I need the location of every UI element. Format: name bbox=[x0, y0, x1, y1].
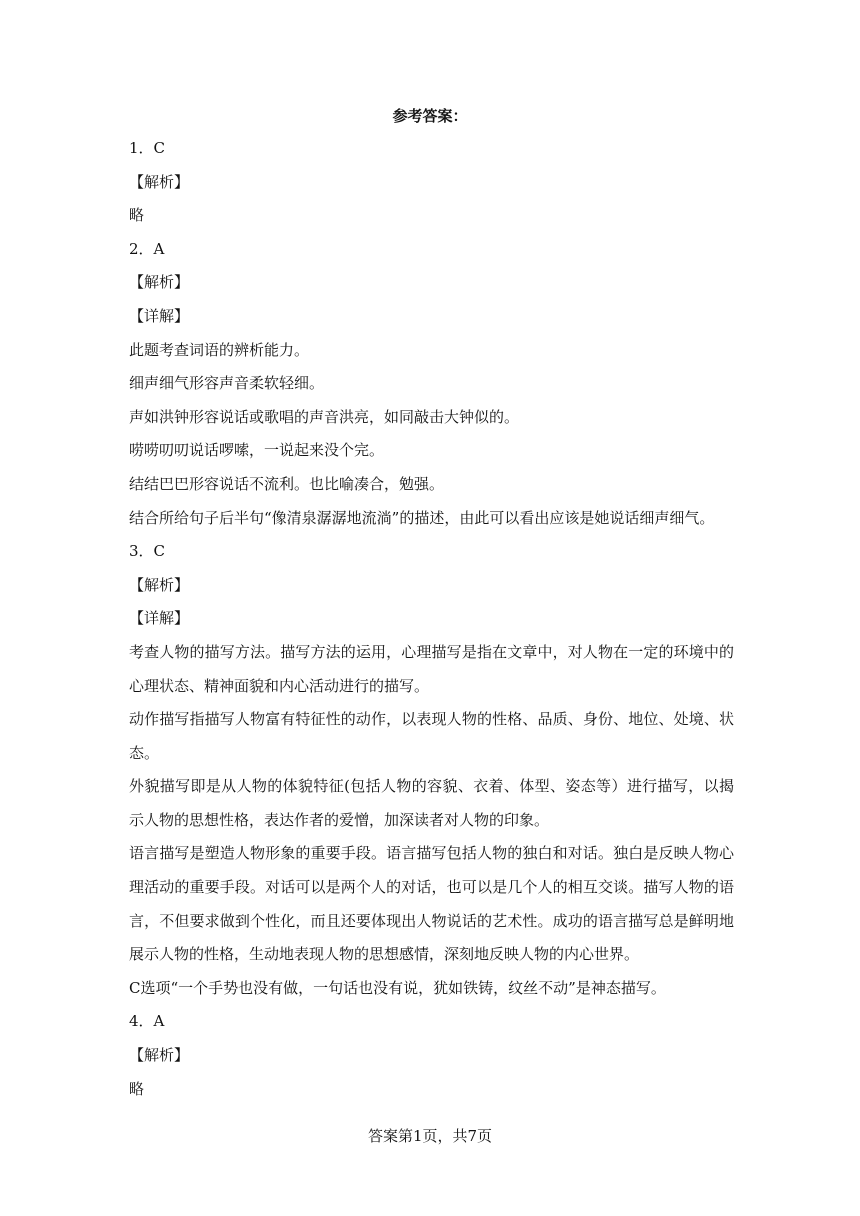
answer-4-brief: 略 bbox=[129, 1079, 145, 1098]
answer-2-analysis-label: 【解析】 bbox=[129, 273, 190, 292]
answer-3-paragraph-4: 语言描写是塑造人物形象的重要手段。语言描写包括人物的独白和对话。独白是反映人物心理活动的重要手段。对话可以是两个人的对话，也可以是几个人的相互交谈。描写人物的语言，不但要求做到个性化，而且还要体现出人物说话的艺术性。成功的语言描写总是鲜明地展示人物的性格，生动地表现人物的思想感情，深刻地反映人物的内心世界。 bbox=[129, 844, 734, 964]
page-title: 参考答案： bbox=[392, 107, 468, 125]
answer-1-number: 1．C bbox=[129, 139, 166, 157]
answer-2-line-2: 细声细气形容声音柔软轻细。 bbox=[129, 374, 325, 393]
answer-1-analysis-label: 【解析】 bbox=[129, 172, 190, 191]
answer-3-analysis-label: 【解析】 bbox=[129, 575, 190, 594]
answer-3-paragraph-3: 外貌描写即是从人物的体貌特征(包括人物的容貌、衣着、体型、姿态等）进行描写，以揭示人物的思想性格，表达作者的爱憎，加深读者对人物的印象。 bbox=[129, 777, 734, 829]
answer-3-detail-label: 【详解】 bbox=[129, 609, 190, 628]
answer-2-number: 2．A bbox=[129, 239, 165, 258]
answer-2-detail-label: 【详解】 bbox=[129, 306, 190, 325]
answer-3-paragraph-2: 动作描写指描写人物富有特征性的动作，以表现人物的性格、品质、身份、地位、处境、状态。 bbox=[129, 710, 734, 762]
answer-1-brief: 略 bbox=[129, 206, 145, 225]
answer-3-paragraph-5: C选项“一个手势也没有做，一句话也没有说，犹如铁铸，纹丝不动”是神态描写。 bbox=[129, 978, 666, 997]
answer-4-number: 4．A bbox=[129, 1012, 165, 1031]
answer-2-line-5: 结结巴巴形容说话不流利。也比喻凑合，勉强。 bbox=[129, 474, 445, 493]
answer-content bbox=[129, 132, 734, 1106]
answer-2-line-6: 结合所给句子后半句“像清泉潺潺地流淌”的描述，由此可以看出应该是她说话细声细气。 bbox=[129, 508, 715, 527]
answer-4-analysis-label: 【解析】 bbox=[129, 1046, 190, 1065]
answer-3-paragraph-1: 考查人物的描写方法。描写方法的运用，心理描写是指在文章中，对人物在一定的环境中的心理状态、精神面貌和内心活动进行的描写。 bbox=[129, 642, 734, 695]
answer-2-line-1: 此题考查词语的辨析能力。 bbox=[129, 340, 310, 359]
page-footer: 答案第1页，共7页 bbox=[367, 1127, 493, 1145]
answer-3-number: 3．C bbox=[129, 542, 166, 561]
answer-2-line-4: 唠唠叨叨说话啰嗦，一说起来没个完。 bbox=[129, 441, 385, 460]
answer-2-line-3: 声如洪钟形容说话或歌唱的声音洪亮，如同敲击大钟似的。 bbox=[129, 407, 520, 426]
